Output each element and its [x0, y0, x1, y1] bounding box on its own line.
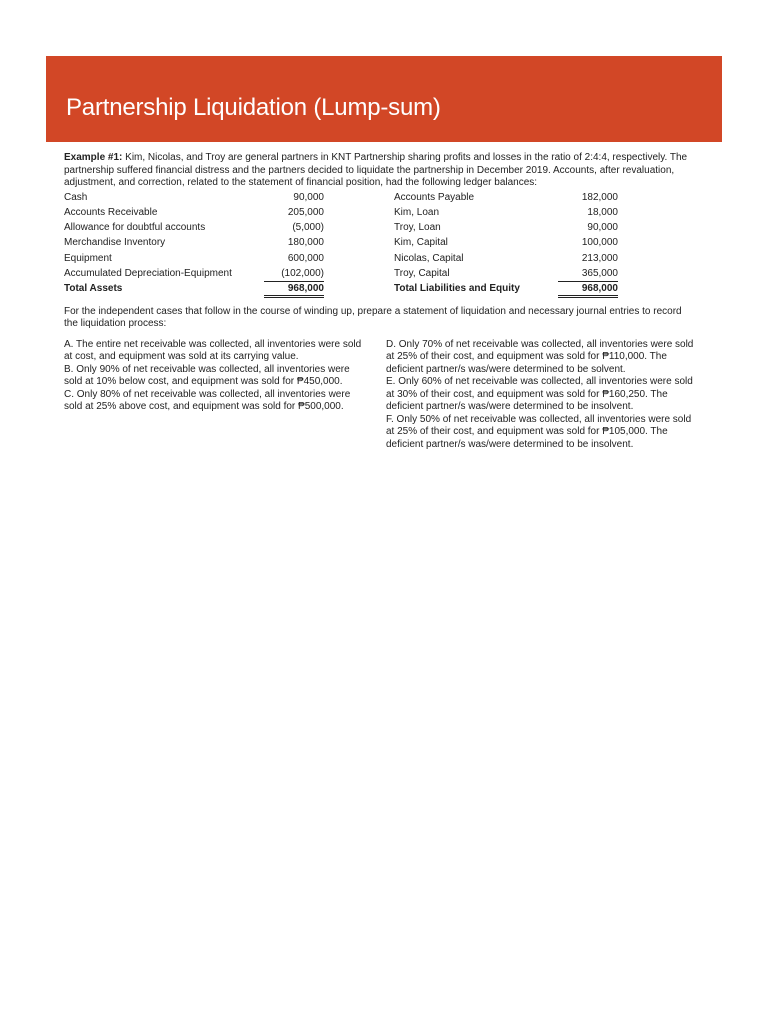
- case-d: D. Only 70% of net receivable was collected, all inventories were sold at 25% of their cost, and equipment was sold for ₱110,000. The deficient partner/s was/were determined to be solvent.: [386, 338, 694, 375]
- ledger-label: Troy, Loan: [394, 222, 441, 234]
- ledger-balances: [64, 190, 696, 294]
- document-body: [64, 152, 696, 479]
- ledger-row: [64, 220, 324, 235]
- ledger-label: Accumulated Depreciation-Equipment: [64, 267, 232, 279]
- ledger-amount: (5,000): [292, 222, 324, 234]
- ledger-label: Kim, Loan: [394, 206, 440, 218]
- ledger-label: Accounts Receivable: [64, 206, 158, 218]
- example-text: Kim, Nicolas, and Troy are general partners in KNT Partnership sharing profits and losses in the ratio of 2:4:4, respectively. The partnership suffered financial distress and the partners decided to liquidate the partnership in December 2019. Accounts, after revaluation, adjustment, and correction, related to the statement of financial position, had the following ledger balances:: [64, 152, 688, 188]
- ledger-row: [64, 235, 324, 250]
- ledger-row: [394, 251, 618, 266]
- ledger-row: [394, 190, 618, 205]
- ledger-amount: 180,000: [287, 237, 324, 249]
- ledger-label: Merchandise Inventory: [64, 237, 166, 249]
- ledger-row: [394, 235, 618, 250]
- cases-section: [64, 339, 696, 479]
- ledger-label: Cash: [64, 191, 88, 203]
- example-label: Example #1:: [64, 152, 123, 163]
- total-assets-label: Total Assets: [64, 283, 123, 295]
- total-assets-amount: 968,000: [264, 281, 324, 298]
- ledger-row: [394, 266, 618, 281]
- ledger-total-row: [394, 281, 618, 296]
- cases-left-column: [64, 339, 364, 414]
- ledger-amount: (102,000): [281, 267, 324, 279]
- ledger-amount: 18,000: [587, 206, 618, 218]
- page-title: Partnership Liquidation (Lump-sum): [66, 94, 441, 121]
- ledger-label: Nicolas, Capital: [394, 252, 464, 264]
- ledger-row: [64, 205, 324, 220]
- assets-column: [64, 190, 324, 297]
- ledger-label: Allowance for doubtful accounts: [64, 222, 206, 234]
- ledger-label: Troy, Capital: [394, 267, 450, 279]
- ledger-row: [394, 205, 618, 220]
- total-liabilities-equity-label: Total Liabilities and Equity: [394, 283, 520, 295]
- instructions-text: For the independent cases that follow in the course of winding up, prepare a statement of liquidation and necessary journal entries to record the liquidation process:: [64, 305, 682, 329]
- title-banner: [46, 56, 722, 142]
- ledger-amount: 100,000: [581, 237, 618, 249]
- ledger-row: [394, 220, 618, 235]
- ledger-amount: 600,000: [287, 252, 324, 264]
- ledger-total-row: [64, 281, 324, 296]
- ledger-amount: 205,000: [287, 206, 324, 218]
- case-f: F. Only 50% of net receivable was collected, all inventories were sold at 25% of their cost, and equipment was sold for ₱105,000. The deficient partner/s was/were determined to be insolvent.: [386, 413, 692, 450]
- ledger-row: [64, 266, 324, 281]
- total-liabilities-equity-amount: 968,000: [558, 281, 618, 298]
- ledger-amount: 90,000: [293, 191, 324, 203]
- example-intro: [64, 152, 696, 190]
- ledger-row: [64, 251, 324, 266]
- ledger-amount: 90,000: [587, 222, 618, 234]
- ledger-label: Kim, Capital: [394, 237, 448, 249]
- case-b: B. Only 90% of net receivable was collected, all inventories were sold at 10% below cost, and equipment was sold for ₱450,000.: [64, 363, 350, 387]
- ledger-amount: 182,000: [581, 191, 618, 203]
- case-e: E. Only 60% of net receivable was collected, all inventories were sold at 30% of their cost, and equipment was sold for ₱160,250. The deficient partner/s was/were determined to be insolvent.: [386, 376, 693, 412]
- cases-right-column: [386, 339, 696, 452]
- liabilities-equity-column: [394, 190, 618, 297]
- case-c: C. Only 80% of net receivable was collected, all inventories were sold at 25% above cost, and equipment was sold for ₱500,000.: [64, 388, 351, 412]
- ledger-label: Accounts Payable: [394, 191, 475, 203]
- case-a: A. The entire net receivable was collected, all inventories were sold at cost, and equipment was sold at its carrying value.: [64, 338, 362, 362]
- ledger-amount: 365,000: [581, 267, 618, 279]
- ledger-row: [64, 190, 324, 205]
- ledger-label: Equipment: [64, 252, 112, 264]
- ledger-amount: 213,000: [581, 252, 618, 264]
